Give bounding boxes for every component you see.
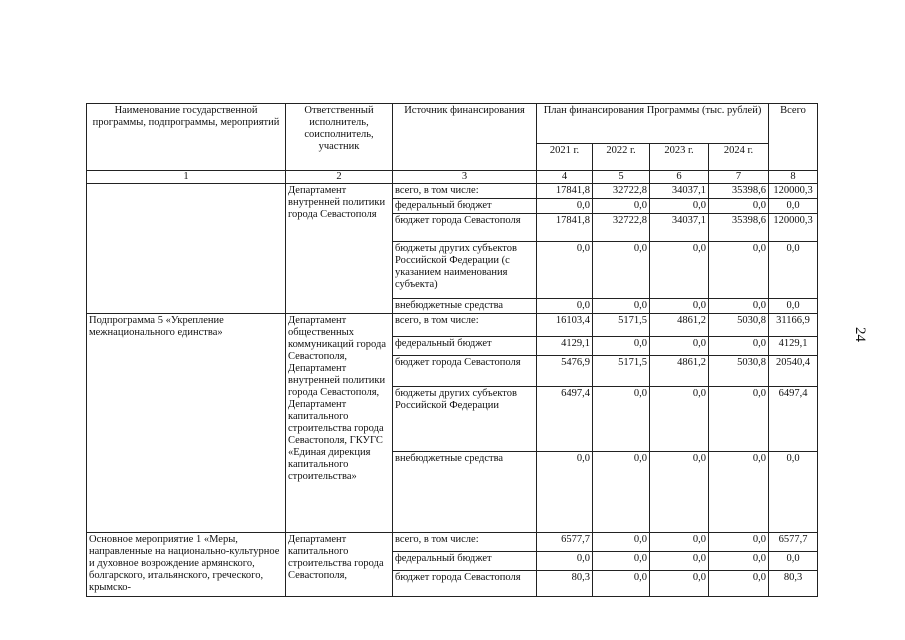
column-number: 7 [709, 171, 769, 184]
financing-table [86, 103, 818, 597]
year-value-cell: 0,0 [537, 452, 593, 533]
source-cell: бюджет города Севастополя [393, 571, 537, 597]
year-value-cell: 0,0 [709, 337, 769, 356]
column-number: 5 [593, 171, 650, 184]
year-value-cell: 0,0 [650, 199, 709, 214]
source-cell: бюджеты других субъектов Российской Федерации [393, 387, 537, 452]
page-number: 24 [852, 327, 868, 342]
year-value-cell: 0,0 [650, 452, 709, 533]
year-value-cell: 35398,6 [709, 184, 769, 199]
source-cell: бюджет города Севастополя [393, 356, 537, 387]
year-value-cell: 0,0 [593, 299, 650, 314]
header-program-name: Наименование государственной программы, подпрограммы, мероприятий [87, 104, 286, 171]
total-value-cell: 80,3 [769, 571, 818, 597]
year-value-cell: 5030,8 [709, 356, 769, 387]
year-value-cell: 0,0 [709, 552, 769, 571]
year-value-cell: 4129,1 [537, 337, 593, 356]
year-value-cell: 0,0 [537, 199, 593, 214]
source-cell: всего, в том числе: [393, 533, 537, 552]
total-value-cell: 6497,4 [769, 387, 818, 452]
year-value-cell: 17841,8 [537, 184, 593, 199]
year-value-cell: 0,0 [650, 242, 709, 299]
year-value-cell: 0,0 [709, 533, 769, 552]
total-value-cell: 120000,3 [769, 184, 818, 199]
column-number: 4 [537, 171, 593, 184]
source-cell: всего, в том числе: [393, 314, 537, 337]
table-row [87, 533, 818, 552]
year-value-cell: 34037,1 [650, 184, 709, 199]
total-value-cell: 0,0 [769, 552, 818, 571]
year-value-cell: 0,0 [709, 387, 769, 452]
year-value-cell: 0,0 [650, 299, 709, 314]
program-name-cell: Подпрограмма 5 «Укрепление межнационального единства» [87, 314, 286, 533]
total-value-cell: 0,0 [769, 299, 818, 314]
year-value-cell: 0,0 [650, 337, 709, 356]
year-value-cell: 5476,9 [537, 356, 593, 387]
year-value-cell: 0,0 [593, 533, 650, 552]
total-value-cell: 31166,9 [769, 314, 818, 337]
header-year: 2024 г. [709, 144, 769, 171]
year-value-cell: 0,0 [593, 387, 650, 452]
year-value-cell: 0,0 [709, 571, 769, 597]
column-number: 8 [769, 171, 818, 184]
header-year: 2023 г. [650, 144, 709, 171]
year-value-cell: 0,0 [650, 552, 709, 571]
column-number: 2 [286, 171, 393, 184]
source-cell: бюджеты других субъектов Российской Федерации (с указанием наименования субъекта) [393, 242, 537, 299]
total-value-cell: 6577,7 [769, 533, 818, 552]
year-value-cell: 0,0 [593, 199, 650, 214]
year-value-cell: 5171,5 [593, 314, 650, 337]
year-value-cell: 32722,8 [593, 184, 650, 199]
program-name-cell: Основное мероприятие 1 «Меры, направленные на национально-культурное и духовное возрождение армянского, болгарского, итальянского, греческого, крымско- [87, 533, 286, 597]
column-number: 6 [650, 171, 709, 184]
year-value-cell: 4861,2 [650, 356, 709, 387]
year-value-cell: 0,0 [650, 533, 709, 552]
year-value-cell: 35398,6 [709, 214, 769, 242]
year-value-cell: 0,0 [593, 571, 650, 597]
source-cell: федеральный бюджет [393, 337, 537, 356]
year-value-cell: 17841,8 [537, 214, 593, 242]
year-value-cell: 0,0 [593, 552, 650, 571]
total-value-cell: 120000,3 [769, 214, 818, 242]
total-value-cell: 4129,1 [769, 337, 818, 356]
year-value-cell: 0,0 [537, 552, 593, 571]
year-value-cell: 0,0 [709, 199, 769, 214]
year-value-cell: 0,0 [709, 242, 769, 299]
header-year: 2022 г. [593, 144, 650, 171]
year-value-cell: 6497,4 [537, 387, 593, 452]
total-value-cell: 0,0 [769, 452, 818, 533]
source-cell: федеральный бюджет [393, 552, 537, 571]
header-total: Всего [769, 104, 818, 171]
table-row [87, 184, 818, 199]
column-number: 3 [393, 171, 537, 184]
year-value-cell: 16103,4 [537, 314, 593, 337]
year-value-cell: 0,0 [593, 242, 650, 299]
source-cell: федеральный бюджет [393, 199, 537, 214]
year-value-cell: 34037,1 [650, 214, 709, 242]
source-cell: внебюджетные средства [393, 299, 537, 314]
source-cell: внебюджетные средства [393, 452, 537, 533]
header-year: 2021 г. [537, 144, 593, 171]
year-value-cell: 80,3 [537, 571, 593, 597]
table-row [87, 314, 818, 337]
header-source: Источник финансирования [393, 104, 537, 171]
total-value-cell: 0,0 [769, 199, 818, 214]
year-value-cell: 0,0 [650, 571, 709, 597]
header-executor: Ответственный исполнитель, соисполнитель, участник [286, 104, 393, 171]
table-body [87, 184, 818, 597]
year-value-cell: 0,0 [537, 242, 593, 299]
header-plan-title: План финансирования Программы (тыс. рублей) [537, 104, 769, 144]
program-name-cell [87, 184, 286, 314]
year-value-cell: 6577,7 [537, 533, 593, 552]
year-value-cell: 4861,2 [650, 314, 709, 337]
source-cell: бюджет города Севастополя [393, 214, 537, 242]
source-cell: всего, в том числе: [393, 184, 537, 199]
executor-cell: Департамент внутренней политики города Севастополя [286, 184, 393, 314]
year-value-cell: 32722,8 [593, 214, 650, 242]
year-value-cell: 5171,5 [593, 356, 650, 387]
year-value-cell: 0,0 [593, 337, 650, 356]
executor-cell: Департамент общественных коммуникаций города Севастополя, Департамент внутренней политики города Севастополя, Департамент капитального строительства города Севастополя, ГКУГС «Единая дирекция капитального строительства» [286, 314, 393, 533]
total-value-cell: 0,0 [769, 242, 818, 299]
year-value-cell: 0,0 [593, 452, 650, 533]
year-value-cell: 0,0 [650, 387, 709, 452]
column-number: 1 [87, 171, 286, 184]
year-value-cell: 5030,8 [709, 314, 769, 337]
executor-cell: Департамент капитального строительства города Севастополя, [286, 533, 393, 597]
total-value-cell: 20540,4 [769, 356, 818, 387]
year-value-cell: 0,0 [709, 452, 769, 533]
year-value-cell: 0,0 [709, 299, 769, 314]
year-value-cell: 0,0 [537, 299, 593, 314]
